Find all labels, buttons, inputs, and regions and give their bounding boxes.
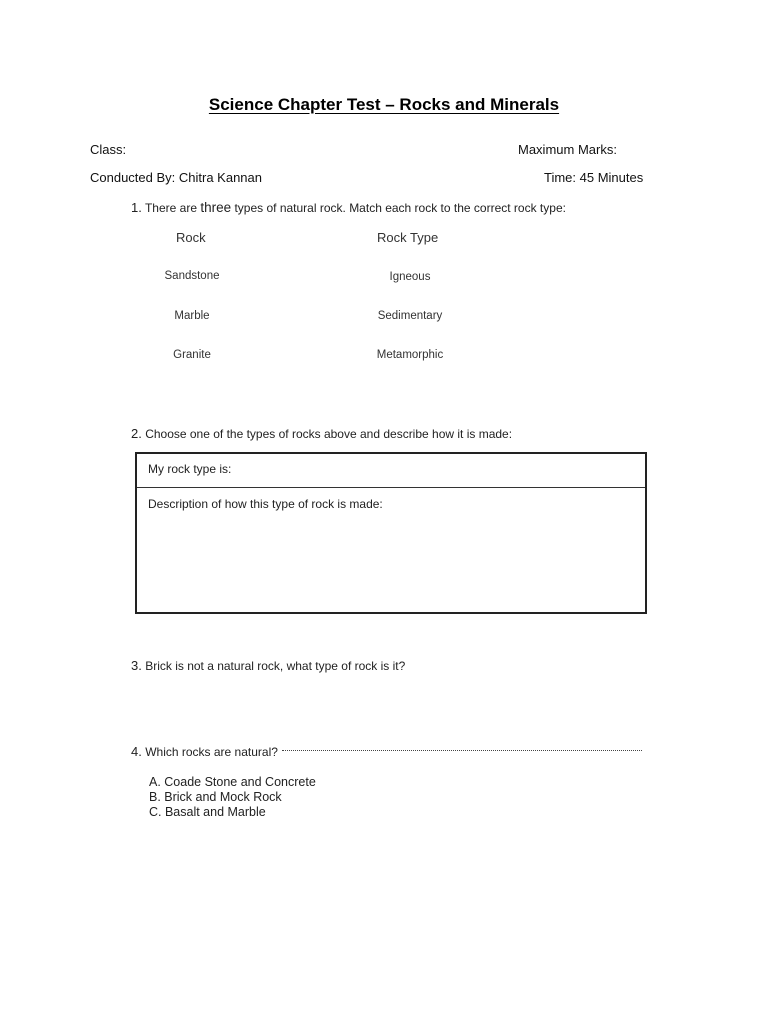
max-marks-label: Maximum Marks: xyxy=(518,142,617,157)
rock-item: Sandstone xyxy=(164,270,220,282)
rock-type-answer-label: My rock type is: xyxy=(148,462,232,476)
question-1-emphasis: three xyxy=(200,200,232,215)
rock-type-item: Igneous xyxy=(389,271,431,283)
question-number: 4. xyxy=(131,744,142,759)
column-header-rock-type: Rock Type xyxy=(377,230,439,245)
page-title: Science Chapter Test – Rocks and Minerals xyxy=(208,95,560,114)
answer-dotted-line xyxy=(282,750,642,751)
question-1 xyxy=(131,200,566,215)
description-answer-label: Description of how this type of rock is made: xyxy=(148,497,383,511)
description-answer-area[interactable] xyxy=(137,489,645,612)
option-b[interactable]: B. Brick and Mock Rock xyxy=(149,790,282,804)
question-4 xyxy=(131,744,278,759)
rock-item: Granite xyxy=(173,349,211,361)
question-1-text-post: types of natural rock. Match each rock to the correct rock type: xyxy=(234,201,566,215)
conducted-by: Conducted By: Chitra Kannan xyxy=(90,170,262,185)
column-header-rock: Rock xyxy=(176,230,206,245)
class-label: Class: xyxy=(90,142,127,157)
answer-box xyxy=(135,452,647,614)
option-a[interactable]: A. Coade Stone and Concrete xyxy=(149,775,316,789)
question-number: 3. xyxy=(131,658,142,673)
option-c[interactable]: C. Basalt and Marble xyxy=(149,805,266,819)
rock-type-item: Metamorphic xyxy=(376,349,444,361)
question-3-text: Brick is not a natural rock, what type of rock is it? xyxy=(145,659,406,673)
rock-item: Marble xyxy=(174,310,210,322)
rock-type-answer-row[interactable] xyxy=(137,454,645,488)
question-2-text: Choose one of the types of rocks above and describe how it is made: xyxy=(145,427,513,441)
question-3 xyxy=(131,658,405,673)
question-number: 1. xyxy=(131,200,142,215)
question-number: 2. xyxy=(131,426,142,441)
question-2 xyxy=(131,426,512,441)
question-4-text: Which rocks are natural? xyxy=(145,745,278,759)
time-limit: Time: 45 Minutes xyxy=(544,170,644,185)
rock-type-item: Sedimentary xyxy=(377,310,443,322)
question-1-text-pre: There are xyxy=(144,201,197,215)
